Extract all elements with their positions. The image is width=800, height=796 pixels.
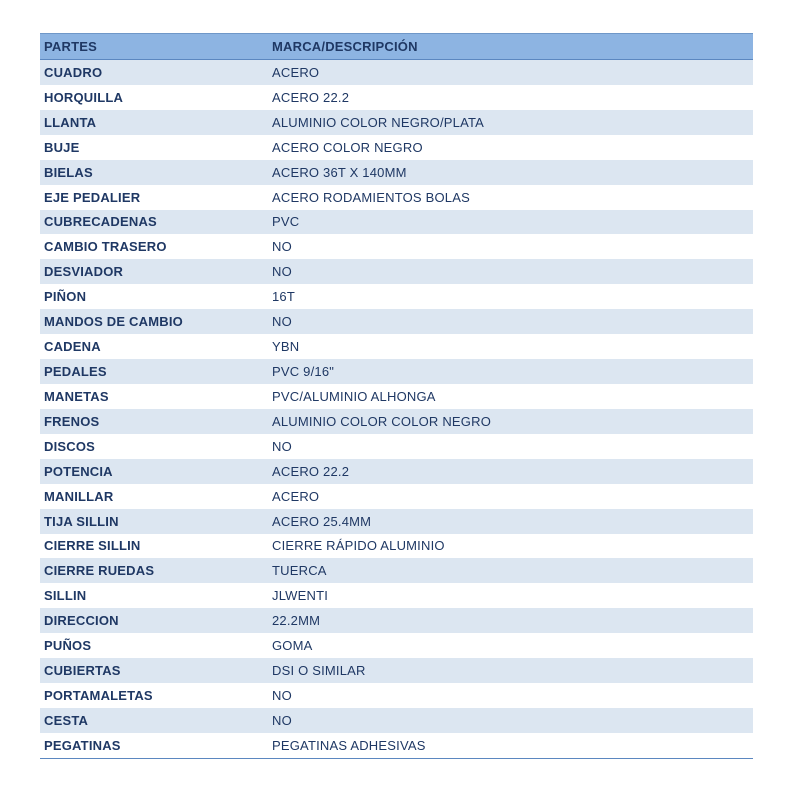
- part-name-cell: EJE PEDALIER: [44, 189, 141, 205]
- part-name-cell: LLANTA: [44, 114, 97, 130]
- part-name-cell: MANETAS: [44, 388, 109, 404]
- part-name-cell: PEDALES: [44, 364, 107, 380]
- part-description-cell: NO: [272, 239, 292, 255]
- table-row: [40, 509, 753, 534]
- table-row: [40, 608, 753, 633]
- part-name-cell: BUJE: [44, 139, 80, 155]
- header-partes: PARTES: [44, 39, 97, 54]
- part-name-cell: CAMBIO TRASERO: [44, 239, 167, 255]
- table-row: [40, 210, 753, 235]
- table-row: [40, 534, 753, 559]
- part-description-cell: ACERO 22.2: [272, 89, 350, 105]
- part-description-cell: ALUMINIO COLOR NEGRO/PLATA: [272, 114, 485, 130]
- part-description-cell: GOMA: [272, 638, 313, 654]
- table-row: [40, 359, 753, 384]
- part-name-cell: DESVIADOR: [44, 264, 124, 280]
- part-description-cell: NO: [272, 438, 292, 454]
- table-row: [40, 459, 753, 484]
- part-name-cell: BIELAS: [44, 164, 93, 180]
- table-row: [40, 434, 753, 459]
- part-description-cell: ACERO 36T X 140MM: [272, 164, 407, 180]
- part-description-cell: ACERO 25.4MM: [272, 513, 372, 529]
- part-name-cell: HORQUILLA: [44, 89, 124, 105]
- parts-table: [40, 33, 753, 759]
- table-body: [40, 60, 753, 759]
- part-description-cell: 22.2MM: [272, 613, 321, 629]
- part-description-cell: JLWENTI: [272, 588, 329, 604]
- table-row: [40, 110, 753, 135]
- part-name-cell: MANILLAR: [44, 488, 114, 504]
- part-description-cell: TUERCA: [272, 563, 327, 579]
- table-row: [40, 135, 753, 160]
- part-description-cell: NO: [272, 314, 292, 330]
- part-name-cell: PIÑON: [44, 289, 87, 305]
- part-name-cell: PUÑOS: [44, 638, 92, 654]
- table-row: [40, 409, 753, 434]
- part-name-cell: TIJA SILLIN: [44, 513, 119, 529]
- part-description-cell: NO: [272, 712, 292, 728]
- table-row: [40, 733, 753, 759]
- part-name-cell: POTENCIA: [44, 463, 113, 479]
- part-name-cell: CIERRE SILLIN: [44, 538, 141, 554]
- part-description-cell: DSI O SIMILAR: [272, 663, 366, 679]
- part-description-cell: ACERO COLOR NEGRO: [272, 139, 423, 155]
- part-name-cell: CUADRO: [44, 64, 103, 80]
- part-name-cell: MANDOS DE CAMBIO: [44, 314, 183, 330]
- table-row: [40, 558, 753, 583]
- part-name-cell: CUBIERTAS: [44, 663, 121, 679]
- table-row: [40, 309, 753, 334]
- part-description-cell: PVC: [272, 214, 300, 230]
- table-row: [40, 259, 753, 284]
- part-name-cell: SILLIN: [44, 588, 87, 604]
- part-name-cell: PORTAMALETAS: [44, 688, 153, 703]
- table-row: [40, 484, 753, 509]
- part-description-cell: PEGATINAS ADHESIVAS: [272, 737, 426, 753]
- table-row: [40, 683, 753, 708]
- part-description-cell: PVC/ALUMINIO ALHONGA: [272, 388, 436, 404]
- part-description-cell: 16T: [272, 289, 296, 305]
- table-row: [40, 583, 753, 608]
- table-row: [40, 708, 753, 733]
- part-description-cell: CIERRE RÁPIDO ALUMINIO: [272, 538, 445, 554]
- table-row: [40, 60, 753, 85]
- header-marca-descripcion: MARCA/DESCRIPCIÓN: [272, 39, 418, 54]
- part-name-cell: FRENOS: [44, 413, 100, 429]
- part-description-cell: ACERO 22.2: [272, 463, 350, 479]
- part-name-cell: CESTA: [44, 712, 89, 728]
- part-name-cell: CADENA: [44, 339, 101, 355]
- table-header: [40, 33, 753, 60]
- part-description-cell: YBN: [272, 339, 300, 355]
- table-row: [40, 234, 753, 259]
- part-description-cell: ALUMINIO COLOR COLOR NEGRO: [272, 413, 492, 429]
- part-description-cell: NO: [272, 264, 292, 280]
- table-row: [40, 334, 753, 359]
- table-row: [40, 384, 753, 409]
- part-name-cell: CUBRECADENAS: [44, 214, 157, 230]
- part-description-cell: ACERO RODAMIENTOS BOLAS: [272, 189, 470, 205]
- part-name-cell: DIRECCION: [44, 613, 119, 629]
- table-row: [40, 284, 753, 309]
- table-row: [40, 85, 753, 110]
- part-description-cell: ACERO: [272, 488, 320, 504]
- part-name-cell: DISCOS: [44, 438, 96, 454]
- part-description-cell: NO: [272, 688, 292, 703]
- table-row: [40, 658, 753, 683]
- table-row: [40, 185, 753, 210]
- part-name-cell: CIERRE RUEDAS: [44, 563, 155, 579]
- part-description-cell: PVC 9/16": [272, 364, 335, 380]
- part-name-cell: PEGATINAS: [44, 737, 121, 753]
- part-description-cell: ACERO: [272, 64, 320, 80]
- table-row: [40, 633, 753, 658]
- table-row: [40, 160, 753, 185]
